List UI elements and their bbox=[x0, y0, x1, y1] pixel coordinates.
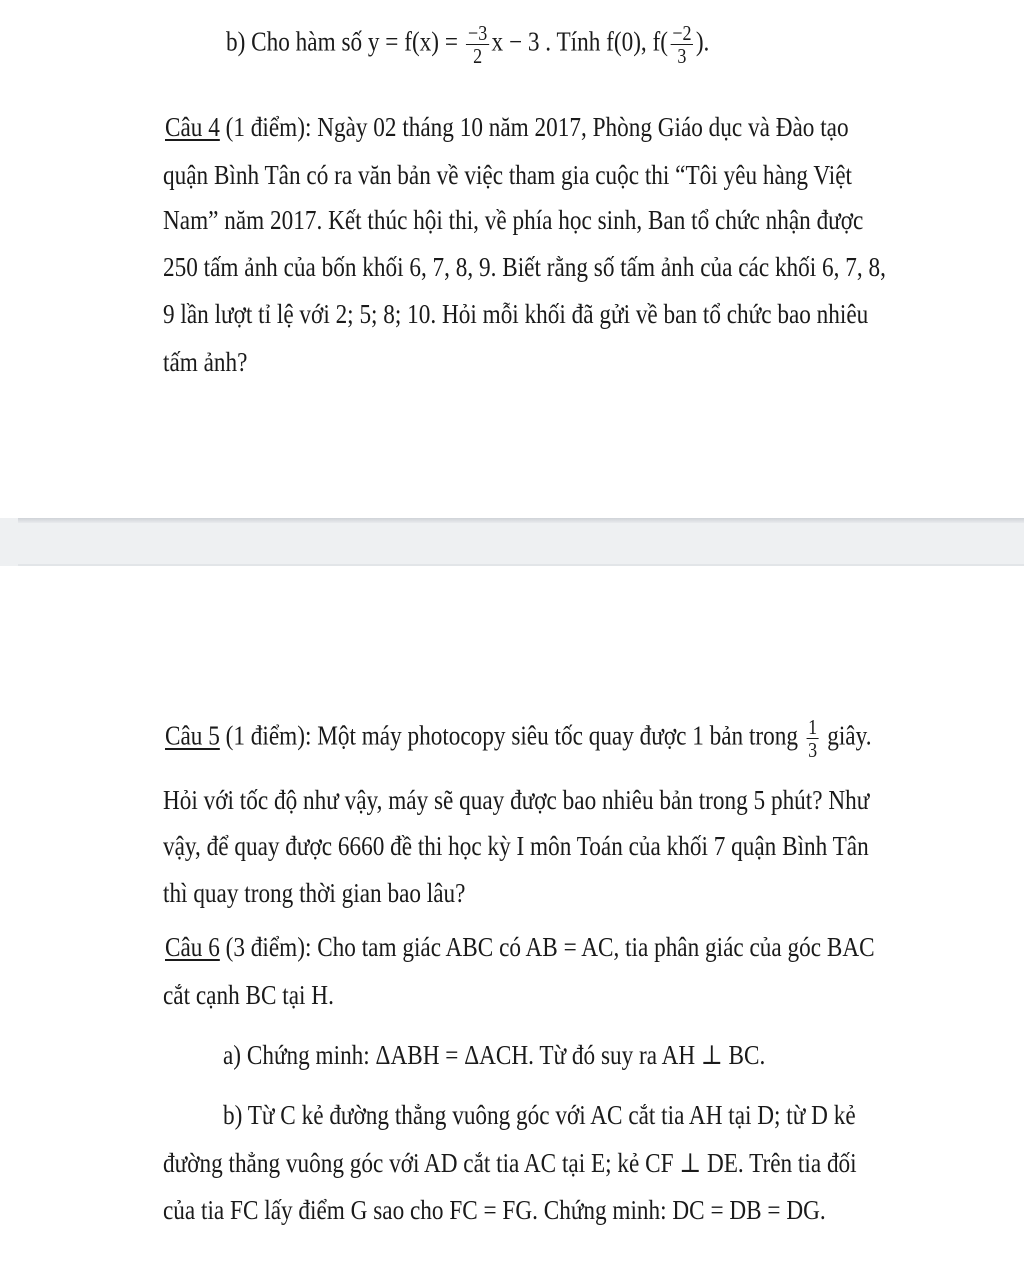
q6-line-1 bbox=[165, 930, 875, 964]
q4-line-2: quận Bình Tân có ra văn bản về việc tham gia cuộc thi “Tôi yêu hàng Việt bbox=[163, 160, 852, 190]
q6-line-2: cắt cạnh BC tại H. bbox=[163, 980, 334, 1010]
q3b-middle: x − 3 . Tính f(0), f( bbox=[491, 26, 669, 57]
q6-part-b-line-3: của tia FC lấy điểm G sao cho FC = FG. Chứng minh: DC = DB = DG. bbox=[163, 1195, 826, 1225]
q4-line-3: Nam” năm 2017. Kết thúc hội thi, về phía học sinh, Ban tổ chức nhận được bbox=[163, 205, 864, 235]
q6-text: (3 điểm): Cho tam giác ABC có AB = AC, tia phân giác của góc BAC bbox=[219, 932, 875, 962]
fraction-numerator: −2 bbox=[672, 21, 692, 45]
document-page-bottom bbox=[18, 566, 1024, 1280]
q4-line-1 bbox=[165, 110, 849, 144]
q5-line-4: thì quay trong thời gian bao lâu? bbox=[163, 878, 466, 908]
q6-part-b-line-2: đường thẳng vuông góc với AD cắt tia AC tại E; kẻ CF ⊥ DE. Trên tia đối bbox=[163, 1148, 857, 1178]
q3b-suffix: ). bbox=[695, 26, 710, 57]
fraction-denominator: 3 bbox=[808, 738, 818, 762]
q5-line-1 bbox=[165, 716, 872, 761]
q5-text: (1 điểm): Một máy photocopy siêu tốc quay được 1 bản trong bbox=[219, 720, 804, 751]
fraction-denominator: 3 bbox=[677, 44, 687, 68]
fraction-denominator: 2 bbox=[473, 44, 483, 68]
q4-line-6: tấm ảnh? bbox=[163, 347, 248, 377]
fraction-numerator: 1 bbox=[808, 715, 818, 739]
question-label: Câu 5 bbox=[165, 720, 220, 751]
fraction-1-over-3 bbox=[806, 716, 818, 761]
q6-part-b-line-1: b) Từ C kẻ đường thẳng vuông góc với AC cắt tia AH tại D; từ D kẻ bbox=[223, 1100, 856, 1130]
q5-line-2: Hỏi với tốc độ như vậy, máy sẽ quay được bao nhiêu bản trong 5 phút? Như bbox=[163, 785, 870, 815]
page-separator bbox=[0, 518, 1024, 566]
q4-line-4: 250 tấm ảnh của bốn khối 6, 7, 8, 9. Biết rằng số tấm ảnh của các khối 6, 7, 8, bbox=[163, 252, 886, 282]
document-page-top bbox=[18, 0, 1024, 518]
fraction-neg2-over-3 bbox=[671, 22, 694, 67]
question-label: Câu 4 bbox=[165, 112, 220, 142]
fraction-numerator: −3 bbox=[468, 21, 488, 45]
q5-text-end: giây. bbox=[821, 720, 872, 751]
q4-line-5: 9 lần lượt tỉ lệ với 2; 5; 8; 10. Hỏi mỗi khối đã gửi về ban tổ chức bao nhiêu bbox=[163, 299, 869, 329]
q5-line-3: vậy, để quay được 6660 đề thi học kỳ I môn Toán của khối 7 quận Bình Tân bbox=[163, 831, 869, 861]
q3b-line bbox=[226, 22, 709, 67]
q4-text: (1 điểm): Ngày 02 tháng 10 năm 2017, Phòng Giáo dục và Đào tạo bbox=[219, 112, 849, 142]
separator-shadow bbox=[18, 518, 1024, 523]
question-label: Câu 6 bbox=[165, 932, 220, 962]
fraction-neg3-over-2 bbox=[466, 22, 489, 67]
q3b-prefix: b) Cho hàm số y = f(x) = bbox=[226, 26, 464, 57]
q6-part-a: a) Chứng minh: ΔABH = ΔACH. Từ đó suy ra AH ⊥ BC. bbox=[223, 1040, 766, 1070]
